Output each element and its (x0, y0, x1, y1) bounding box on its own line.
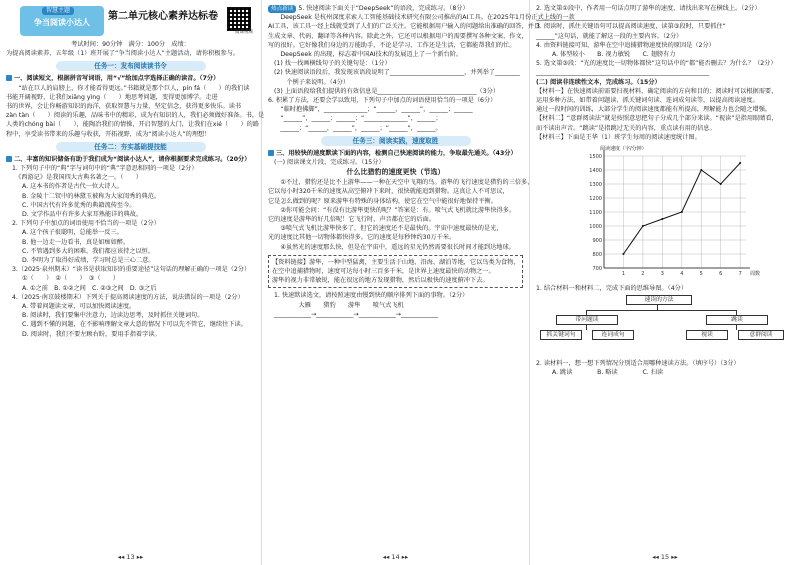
x-tick-label: 2 (641, 271, 645, 278)
text-line: DeepSeek 是杭州深度求索人工智能基础技术研究有限公司推出的AI工具。在2025年1月份正式上线的一款 (268, 14, 575, 22)
page-title: 第二单元核心素养达标卷 (108, 11, 218, 22)
x-tick-label: 4 (680, 271, 684, 278)
question-line: (3) 上面语段给我们提供的有效信息是________________________________（3分） (274, 87, 500, 95)
text-line: 它以每小时320千米的速度从高空俯冲下来时，很快就能追到猎物。这真让人不可思议， (268, 188, 509, 196)
hot-tag: 热点新读 (268, 5, 296, 13)
x-tick-label: 7 (738, 271, 742, 278)
section-3-title: 三、用较快的速度默读下面的内容，检测自己快速阅读的能力，争取最先通关。（43分） (268, 149, 523, 158)
question-line: “临时抱佛脚”，______________；“______，______”，______；______ (268, 106, 473, 114)
text-line: 程中，享受读书带来的乐趣与收获，开拓视野，成为“阅读小达人”的理想！ (6, 130, 211, 138)
x-axis-label: 周数 (750, 271, 761, 278)
text-line: zàn tàn（ ）阅读的乐趣，品味书中的精彩，成为有知识的人，我们必须做好准备。书，是 (6, 112, 265, 120)
option-line: A. 体型较小 B. 视力敏锐 C. 翅膀有力 (552, 51, 676, 59)
option-line: D. 李明为了取得好成绩，学习时总是三心二意。 (22, 257, 155, 265)
y-tick-label: 1100 (589, 210, 602, 217)
option-line: D. 阅读时，我们不要左顾右盼，要用手指着字读。 (22, 330, 161, 338)
section-2-title: 二、丰富的知识储备有助于我们成为“阅读小达人”，请你根据要求完成练习。（20分） (6, 155, 255, 164)
text-line: 【资料链接】游隼，一种中型猛禽，主要生活于山地、沿海、湖泊等地，它以鸟类为食物， (272, 258, 520, 266)
material-3: 【材料三】下面是王华（1）班学生每周的阅读速度统计图。 (536, 133, 701, 141)
question-line: 1. 结合材料一和材料二，完成下面的思维导图。（4分） (536, 285, 688, 293)
badge-top: 智慧主题 (42, 7, 74, 15)
option-line: D. 文学作品中有许多大家耳熟能详的典故。 (22, 211, 143, 219)
text-line: 它是怎么做到的呢？原来游隼有特殊的身体结构，使它在空气中能很好地保持平衡。 (268, 197, 497, 205)
data-point (661, 218, 663, 220)
text-line: 光的速度比其他一切物体都快得多。它的速度是每秒钟约30万千米。 (268, 234, 456, 242)
badge-main: 争当阅读小达人 (34, 18, 90, 27)
y-axis-label: 阅读速度（字/分钟） (600, 146, 647, 153)
mind-connector (586, 310, 736, 311)
question-line: 4.（2025·南京鼓楼期末）下列关于提高阅读速度的方法，说法错误的一项是（2分） (12, 293, 244, 301)
subsection-title: (二) 阅读非连续性文本，完成练习。（15分） (536, 78, 661, 86)
mind-node-d: 跳读 (706, 315, 768, 325)
task-2-banner: 任务二：夯实基础提技能 (56, 142, 206, 152)
x-tick-label: 1 (621, 271, 626, 278)
data-point (642, 225, 644, 227)
y-tick-label: 1000 (589, 224, 602, 231)
text-line: 书的世界，会让你畅游知识的海洋，获取智慧与力量，坚定信念，获得更多快乐。读书 (6, 103, 242, 111)
option-line: C. 不管遇到多大的困难，我们都应该持之以恒。 (22, 247, 155, 255)
section-1-title: 一、阅读短文，根据拼音写词语，用“√”给加点字选择正确的读音。（7分） (6, 74, 255, 83)
y-tick-label: 800 (592, 252, 602, 259)
material-1-cont: 通过一段时间的训练，大部分学生的阅读速度都能有所提高，理解能力也会随之增强。 (536, 106, 772, 114)
question-line: 2. 下列句子中加点的词语使用不恰当的一项是（2分） (12, 220, 160, 228)
mind-connector (586, 324, 587, 330)
option-line: A. 跳读 B. 略读 C. 扫读 (552, 369, 664, 377)
option-line: A. 这个孩子很聪明，总能举一反三。 (22, 229, 123, 237)
data-point (720, 183, 722, 185)
x-tick-label: 3 (660, 271, 664, 278)
page-number: ◂◂ 15 ▸▸ (652, 552, 678, 561)
y-tick-label: 700 (592, 266, 602, 273)
question-line: 个例子来说明。（4分） (274, 78, 350, 86)
text-line: 人类的chóng bài（ ），能陶冶我们的情操，开启智慧的大门，让我们在xié（ ）的路 (6, 121, 260, 129)
task-1-banner: 任务一：发布阅读读书令 (56, 61, 206, 71)
text-line: 游隼的视力非常敏锐，能在很远的地方发现猎物，然后以极快的速度俯冲下去。 (272, 277, 489, 285)
data-point (739, 162, 741, 164)
question-line: 6. 积累了方法，还要会学以致用，下列句子中加点的词语使用恰当的一项是（6分） (268, 97, 497, 105)
material-1-cont: 运用多种方法，如带着问题读、抓关键词句读、连词成句读等，以提高阅读速度。 (536, 97, 759, 105)
text-line: 在空中追捕猎物时，速度可达每小时三百多千米，是世界上速度最快的动物之一。 (272, 268, 495, 276)
mind-map (536, 295, 794, 359)
text-line: AI工具，该工具一经上线就受到了人们的广泛关注。它能根据用户输入的问题给出准确的回答，并且 (268, 23, 541, 31)
text-line: 生成文章、代码、翻译等各种内容。除此之外，它还可以根据用户的需要撰写各种文案、作文， (268, 32, 528, 40)
question-line: (2) 快速阅读语段后，我发现该语段说明了________________________，并列举了________ (274, 69, 520, 77)
option-line: C. 遇到不懂的问题，在不影响理解文章大意的情况下可以先不管它，继续往下读。 (22, 321, 247, 329)
question-line: 2. 读材料一，想一想下列情况分别适合用哪种速读方法。（填序号）（3分） (536, 360, 740, 368)
question-line: 大雁 猎豹 游隼 喷气式飞机 (280, 301, 404, 309)
data-point (681, 211, 683, 213)
page-number: ◂◂ 13 ▸▸ (117, 552, 144, 561)
material-2: 【材料二】“意群阅读法”就是按照意思把句子分成几个部分来读。“视读”是指用眼睛看， (536, 115, 778, 123)
subsection-title: (一) 阅读课文片段，完成练习。（15分） (274, 159, 385, 167)
mind-node-f: 意群阅读 (738, 330, 784, 340)
page-number: ◂◂ 14 ▸▸ (382, 552, 409, 561)
line-chart-svg (576, 144, 761, 284)
x-tick-label: 5 (699, 271, 703, 278)
answer-line[interactable]: ________________________________________________________ (536, 69, 710, 77)
question-line: 3.（2025·泉州期末）“读书是获取知识的重要途径”这句话的理解正确的一项是（2分） (12, 266, 251, 274)
question-line: 3. 阅读时，抓住关键语句可以提高阅读速度，读第③段时，只要抓住“ (536, 23, 726, 31)
text-line: ②你可能会问：“有没有比游隼更快的呢？”答案是：有。喷气式飞机就比游隼快得多。 (268, 206, 516, 214)
section-marker-icon (6, 156, 12, 162)
mind-node-a: 带问题读 (556, 315, 618, 325)
section-2-questions (6, 164, 255, 339)
page-15 (530, 0, 800, 565)
option-line: A. ①之前 B. ①②之间 C. ②③之间 D. ③之后 (22, 284, 157, 292)
text-line: “站在巨人的肩膀上，你才能看得更远。”书籍就是那个巨人，pín fá（ ）的我们读 (6, 84, 250, 92)
theme-badge (20, 6, 104, 36)
reading-speed-chart (576, 144, 761, 284)
text-line: ③喷气式飞机比游隼快多了，但它的速度还不是最快的。宇宙中速度最快的是光， (268, 225, 503, 233)
text-line: ④虽然光的速度那么快，但是在宇宙中，遥远的星光仍然需要很长时间才能到达地球。 (268, 243, 515, 251)
y-tick-label: 1400 (589, 168, 602, 175)
question-line: 1. 下列句子中的“典”字与词句中的“典”字意思相同的一项是（2分） (12, 165, 198, 173)
question-line: (1) 找一找画横线句子的关键句是：（1分） (274, 60, 391, 68)
option-line: B. 金陵十二钗中的林黛玉被称为大家闺秀的典范。 (22, 192, 161, 200)
y-tick-label: 1500 (589, 154, 602, 161)
text-line: 写的很好。它好像我们身边的万能助手，不论是学习、工作还是生活，它都能帮我们的忙。 (268, 41, 516, 49)
section-marker-icon (6, 75, 12, 81)
mind-node-c: 连词成句 (592, 330, 634, 340)
question-line: 5. 选文第③段：“光的速度比一切物体都快”这句话中的“都”能否删去？为什么？（2分） (536, 60, 777, 68)
section-1-text (6, 84, 265, 139)
question-line: 1. 快速默读选文，请按照速度由慢到快的顺序排列下面的事物。（2分） (274, 292, 469, 300)
text-line: DeepSeek 的出现，标志着中国AI技术的发展迈上了一个新台阶。 (268, 51, 463, 59)
page-13 (0, 0, 265, 565)
exam-meta: 考试时间：90分钟 满分：100分 成绩： (71, 41, 190, 48)
option-line: A. 这本书的作者是古代一位大诗人。 (22, 183, 123, 191)
x-tick-label: 6 (719, 271, 723, 278)
option-line: B. 他一边走一边看书，真是如痴如醉。 (22, 238, 130, 246)
option-line: A. 带着问题读文章，可以加快阅读速度。 (22, 303, 136, 311)
question-line: ______；“______，______”，______；“______”，______。 (268, 124, 442, 132)
text-line: 它的速度是游隼的好几倍呢！它飞行时，声音都在它的后面。 (268, 216, 436, 224)
mind-node-b: 抓关键词句 (540, 330, 582, 340)
option-line: ①（ ） ②（ ） ③（ ） (22, 275, 120, 283)
data-point (700, 169, 702, 171)
answer-line[interactable]: ________________________________________________________ (536, 14, 710, 22)
option-line: C. 中国古代有许多优秀的典籍流传至今。 (22, 201, 136, 209)
intro-text: 为提高阅读素养，五年级（1）班开展了“争当阅读小达人”主题活动，请你积极参与。 (6, 50, 240, 58)
page-header (6, 4, 255, 38)
question-line: “______”，______；______；“______________”，______； (268, 115, 442, 123)
mind-connector (736, 324, 737, 330)
article-body (268, 178, 534, 252)
question-line: ______”这句话，就能了解这一段的主要内容。（2分） (536, 32, 683, 40)
option-line: B. 阅读时，我们要集中注意力，边读边思考，及时抓住关键词句。 (22, 312, 204, 320)
material-2-cont: 而不读出声音。“跳读”是指跳过无关的内容，重点读有用的信息。 (536, 124, 716, 132)
question-line: 2. 选文第①段中，作者用一句话点明了游隼的速度，请找出来写在横线上。（2分） (536, 5, 761, 12)
question-line: 4. 由资料链接可知，游隼在空中追捕猎物速度快的原因是（2分） (536, 41, 715, 49)
answer-line[interactable]: ____________→____________→____________→____________ (274, 310, 439, 318)
article-title: 什么比猎豹的速度更快（节选） (346, 168, 445, 177)
task-3-banner: 任务三：阅读实践，速度取胜 (321, 136, 471, 146)
qr-code-icon (227, 7, 251, 31)
y-tick-label: 900 (592, 238, 602, 245)
y-tick-label: 1300 (589, 182, 602, 189)
y-tick-label: 1200 (589, 196, 602, 203)
qr-label: 微课视频 (235, 30, 253, 35)
resource-link-box (268, 255, 523, 289)
q5-heading: 热点新读 5. 快速阅读下面关于“DeepSeek”的语段，完成练习。（8分） (268, 4, 523, 13)
text-line: 书能开阔视野，让我们xiāng yìng（ ）地思考问题，变得更加博学。走进 (6, 93, 218, 101)
mind-root: 速读的方法 (626, 295, 692, 305)
text-line: ①不过，猎豹还是比不上游隼——一种在天空中飞翔的鸟。游隼的飞行速度是猎豹的三倍多， (268, 179, 534, 187)
data-point (622, 253, 624, 255)
question-line: 《西游记》是我国四大古典名著之一。（ ） (12, 174, 142, 182)
material-1: 【材料一】在快速阅读前需要扫视材料，确定阅读的方向和目的；阅读时可以根据需要， (536, 87, 778, 95)
mind-node-e: 视读 (686, 330, 728, 340)
section-marker-icon (268, 150, 274, 156)
